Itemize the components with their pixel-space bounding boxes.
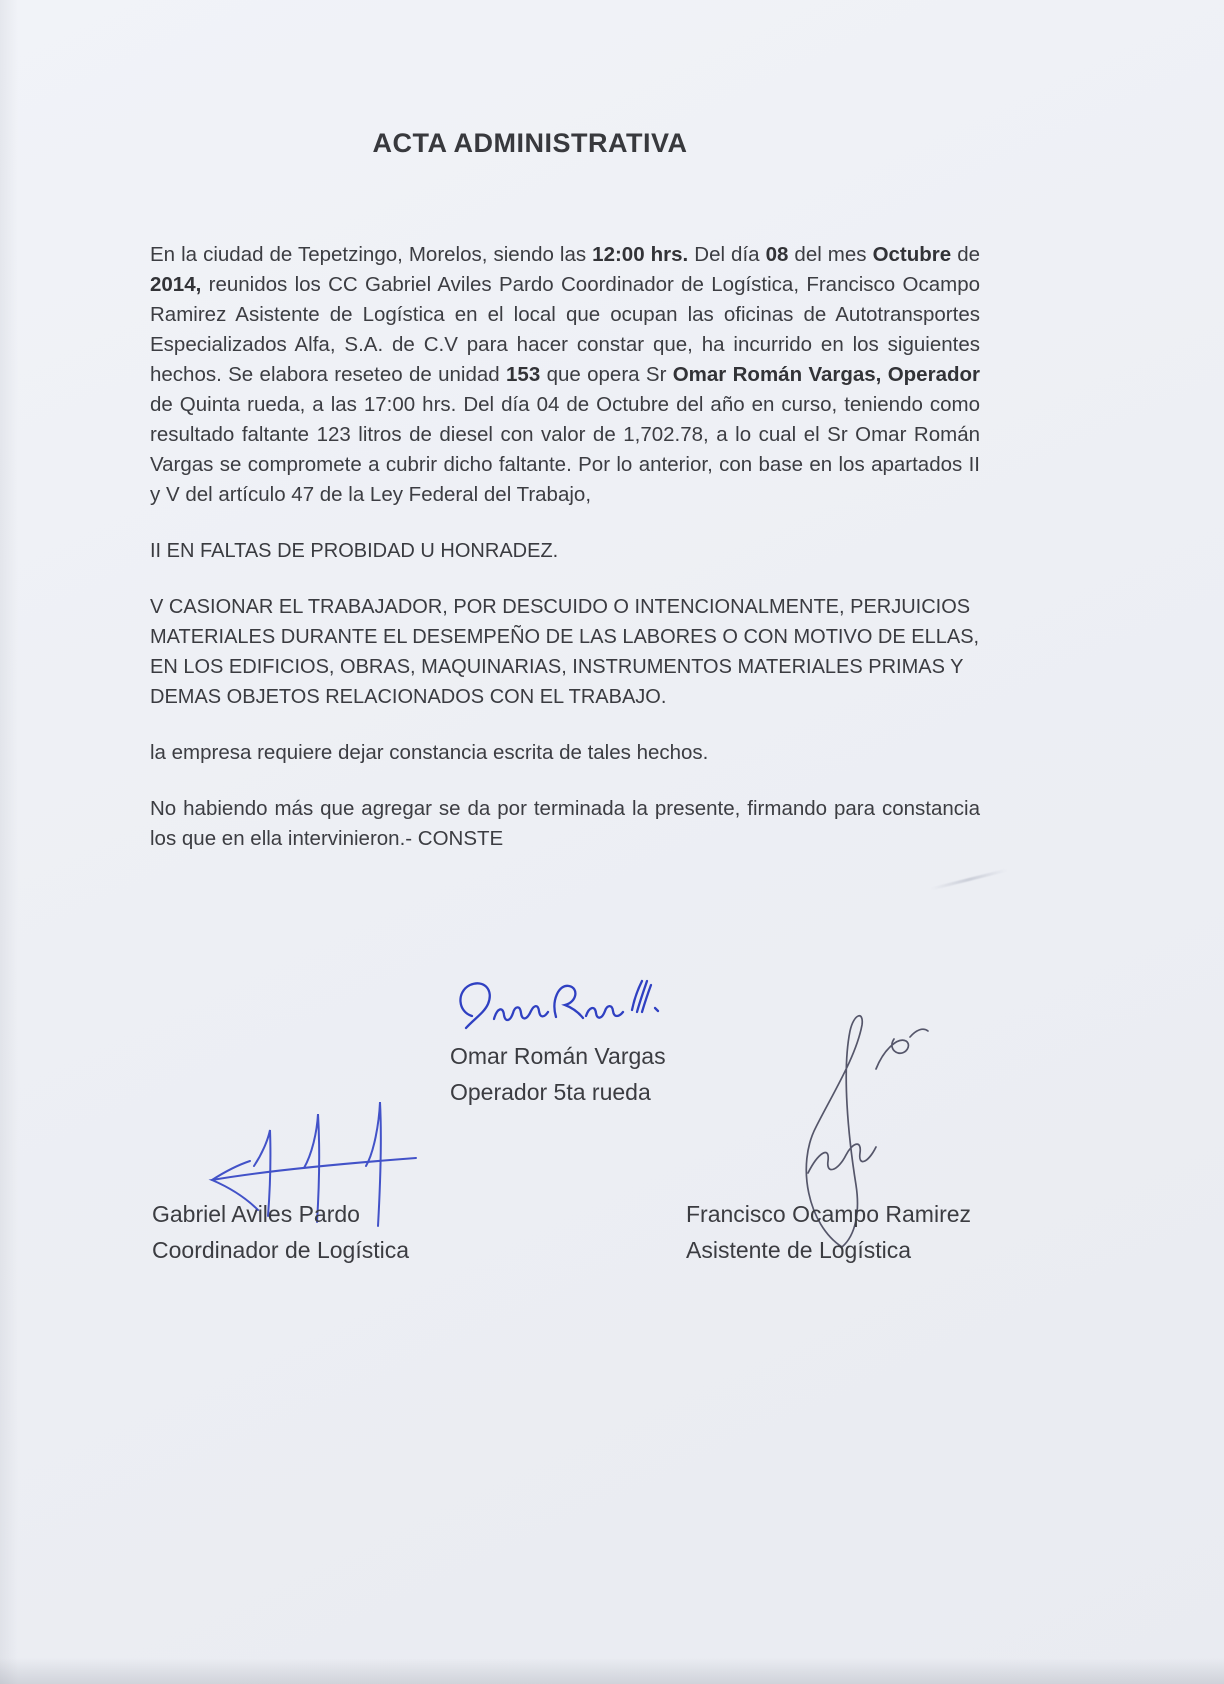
- assistant-role: Asistente de Logística: [686, 1237, 912, 1263]
- coordinator-signature-block: [152, 1196, 409, 1268]
- intro-seg-4: del mes: [788, 243, 873, 266]
- intro-seg-10: que opera Sr: [540, 363, 673, 386]
- coordinator-role: Coordinador de Logística: [152, 1237, 409, 1263]
- operator-name: Omar Román Vargas: [450, 1043, 666, 1069]
- operator-signature-block: [450, 1038, 666, 1110]
- paragraph-intro: [150, 240, 980, 510]
- intro-seg-6: de: [951, 243, 981, 266]
- intro-time-bold: 12:00 hrs.: [592, 243, 689, 266]
- page-title: ACTA ADMINISTRATIVA: [372, 128, 688, 158]
- intro-seg-8: reunidos los CC Gabriel Aviles Pardo Coordinador de Logística, Francisco Ocampo Ramirez Asistente de Logística en el local que ocupan las oficinas de Autotransportes Especializados Alfa, S.A. de C.V para hacer constar que, ha incurrido en los siguientes hechos. Se elabora reseteo de unidad: [150, 273, 980, 386]
- paper-crease: [931, 869, 1007, 891]
- operator-signature-ink: [450, 972, 675, 1044]
- assistant-name: Francisco Ocampo Ramirez: [686, 1201, 972, 1227]
- closing-statement-2: No habiendo más que agregar se da por terminada la presente, firmando para constancia los que en ella intervinieron.- CONSTE: [150, 797, 980, 850]
- clause-v: V CASIONAR EL TRABAJADOR, POR DESCUIDO O INTENCIONALMENTE, PERJUICIOS MATERIALES DURANTE EL DESEMPEÑO DE LAS LABORES O CON MOTIVO DE ELLAS, EN LOS EDIFICIOS, OBRAS, MAQUINARIAS, INSTRUMENTOS MATERIALES PRIMAS Y DEMAS OBJETOS RELACIONADOS CON EL TRABAJO.: [150, 596, 980, 708]
- document-body: [150, 240, 980, 854]
- clause-ii: II EN FALTAS DE PROBIDAD U HONRADEZ.: [150, 540, 559, 562]
- intro-unit-bold: 153: [506, 363, 541, 386]
- coordinator-name: Gabriel Aviles Pardo: [152, 1201, 360, 1227]
- intro-month-bold: Octubre: [872, 243, 952, 266]
- intro-seg-0: En la ciudad de Tepetzingo, Morelos, siendo las: [150, 243, 593, 266]
- intro-seg-2: Del día: [688, 243, 766, 266]
- intro-year-bold: 2014,: [150, 273, 202, 296]
- closing-statement-1: la empresa requiere dejar constancia escrita de tales hechos.: [150, 741, 709, 764]
- operator-role: Operador 5ta rueda: [450, 1079, 651, 1105]
- intro-seg-12: de Quinta rueda, a las 17:00 hrs. Del día 04 de Octubre del año en curso, teniendo como resultado faltante 123 litros de diesel con valor de 1,702.78, a lo cual el Sr Omar Román Vargas se compromete a cubrir dicho faltante. Por lo anterior, con base en los apartados II y V del artículo 47 de la Ley Federal del Trabajo,: [150, 393, 980, 506]
- intro-day-bold: 08: [765, 243, 789, 266]
- assistant-signature-block: [686, 1196, 971, 1268]
- intro-operator-bold: Omar Román Vargas, Operador: [672, 363, 980, 386]
